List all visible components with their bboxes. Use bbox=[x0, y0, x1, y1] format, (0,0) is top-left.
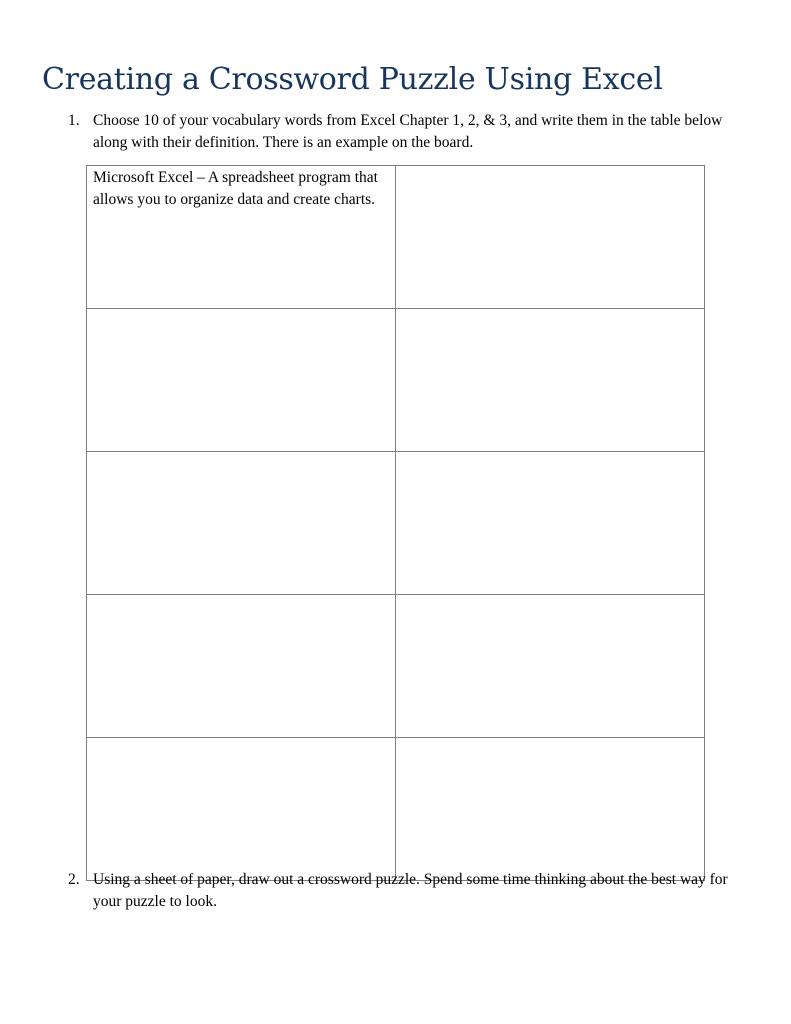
instruction-2-number: 2. bbox=[68, 871, 80, 888]
table-cell bbox=[396, 309, 705, 452]
vocabulary-table bbox=[86, 165, 705, 881]
table-cell bbox=[87, 309, 396, 452]
table-row bbox=[87, 738, 705, 881]
instruction-1-text: Choose 10 of your vocabulary words from Excel Chapter 1, 2, & 3, and write them in the table below along with their definition. There is an example on the board. bbox=[93, 112, 723, 151]
instruction-item-1 bbox=[68, 110, 733, 154]
table-cell bbox=[396, 452, 705, 595]
table-cell bbox=[396, 738, 705, 881]
table-row bbox=[87, 166, 705, 309]
table-row bbox=[87, 309, 705, 452]
table-row bbox=[87, 452, 705, 595]
page-title: Creating a Crossword Puzzle Using Excel bbox=[42, 62, 663, 98]
table-cell bbox=[87, 738, 396, 881]
table-cell bbox=[396, 595, 705, 738]
instruction-1-number: 1. bbox=[68, 112, 80, 129]
table-cell bbox=[87, 595, 396, 738]
table-cell: Microsoft Excel – A spreadsheet program that allows you to organize data and create charts. bbox=[87, 166, 396, 309]
table-row bbox=[87, 595, 705, 738]
table-cell bbox=[396, 166, 705, 309]
table-cell bbox=[87, 452, 396, 595]
vocabulary-table-body bbox=[87, 166, 705, 881]
instruction-item-2 bbox=[68, 869, 733, 913]
instruction-2-text: Using a sheet of paper, draw out a crossword puzzle. Spend some time thinking about the best way for your puzzle to look. bbox=[93, 871, 728, 910]
